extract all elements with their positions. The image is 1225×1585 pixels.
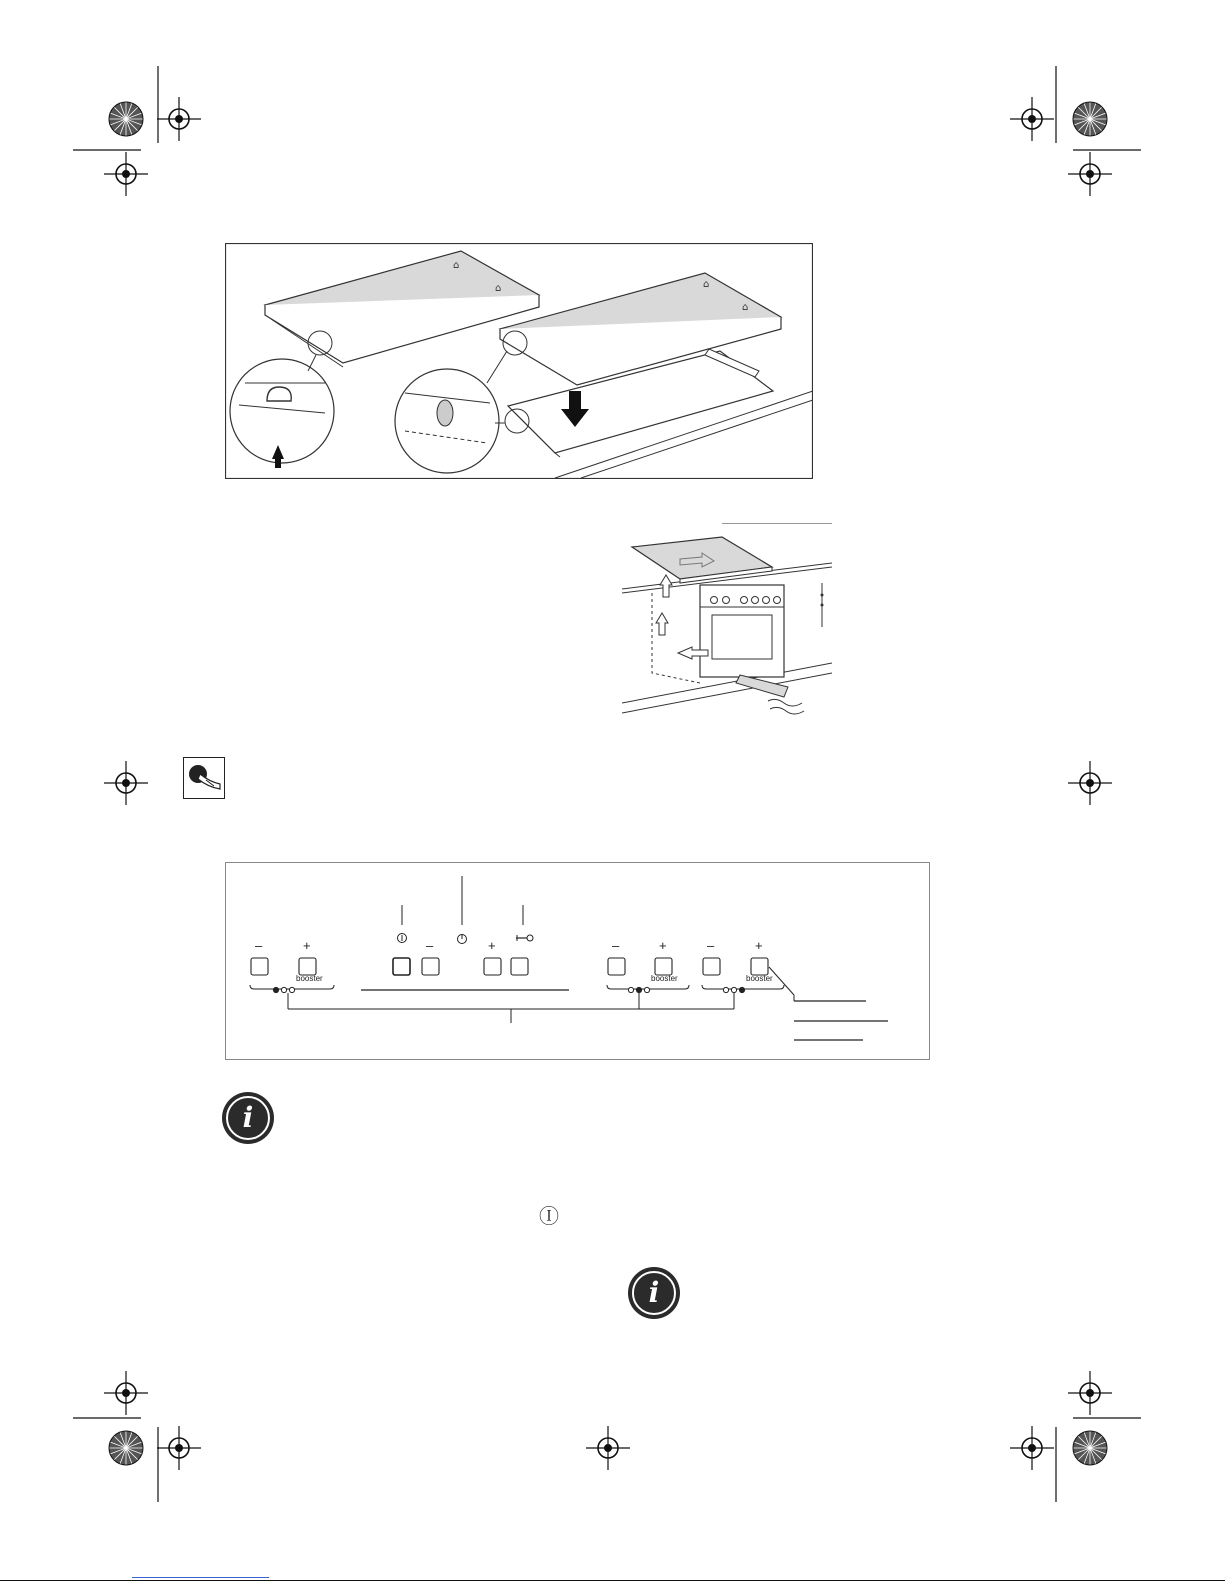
info-icon: i (628, 1267, 680, 1319)
power-symbol-text: Ⓘ (539, 1204, 559, 1228)
registration-mark-icon (157, 1426, 201, 1470)
zone2-booster-label: booster (651, 974, 678, 983)
registration-mark-icon (586, 1426, 630, 1470)
detail-left (230, 359, 334, 463)
info-icon: i (222, 1092, 274, 1144)
zone1-minus-label: – (255, 938, 263, 953)
registration-mark-icon (157, 97, 201, 141)
starburst-icon (109, 102, 143, 136)
bottom-rule (0, 1580, 1225, 1581)
registration-mark-icon (1010, 97, 1054, 141)
registration-mark-icon (1068, 1371, 1112, 1415)
registration-mark-icon (104, 152, 148, 196)
svg-text:⌂: ⌂ (453, 260, 460, 271)
registration-mark-icon (104, 761, 148, 805)
zone2-plus-label: + (659, 938, 667, 953)
registration-mark-icon (1068, 761, 1112, 805)
zone3-booster-label: booster (746, 974, 773, 983)
timer-plus-label: + (488, 938, 496, 953)
svg-text:⌂: ⌂ (703, 279, 710, 290)
timer-minus-label: – (426, 938, 434, 953)
zone3-minus-label: – (707, 938, 715, 953)
starburst-icon (1073, 1431, 1107, 1465)
zone1-plus-label: + (303, 938, 311, 953)
hob-installation-figure (225, 243, 813, 479)
zone1-booster-label: booster (296, 974, 323, 983)
footer-link-underline[interactable] (132, 1577, 269, 1578)
svg-text:⌂: ⌂ (495, 283, 502, 294)
power-symbol-icon (398, 934, 407, 943)
starburst-icon (1073, 102, 1107, 136)
zone3-plus-label: + (755, 938, 763, 953)
registration-mark-icon (1068, 152, 1112, 196)
control-panel-figure (225, 862, 930, 1060)
hand-touch-icon (183, 757, 225, 799)
key-lock-symbol-icon (516, 935, 533, 941)
timer-symbol-icon (458, 934, 467, 944)
ventilation-figure (622, 523, 832, 719)
starburst-icon (109, 1431, 143, 1465)
zone2-minus-label: – (612, 938, 620, 953)
svg-text:⌂: ⌂ (742, 302, 749, 313)
registration-mark-icon (104, 1371, 148, 1415)
registration-mark-icon (1010, 1426, 1054, 1470)
